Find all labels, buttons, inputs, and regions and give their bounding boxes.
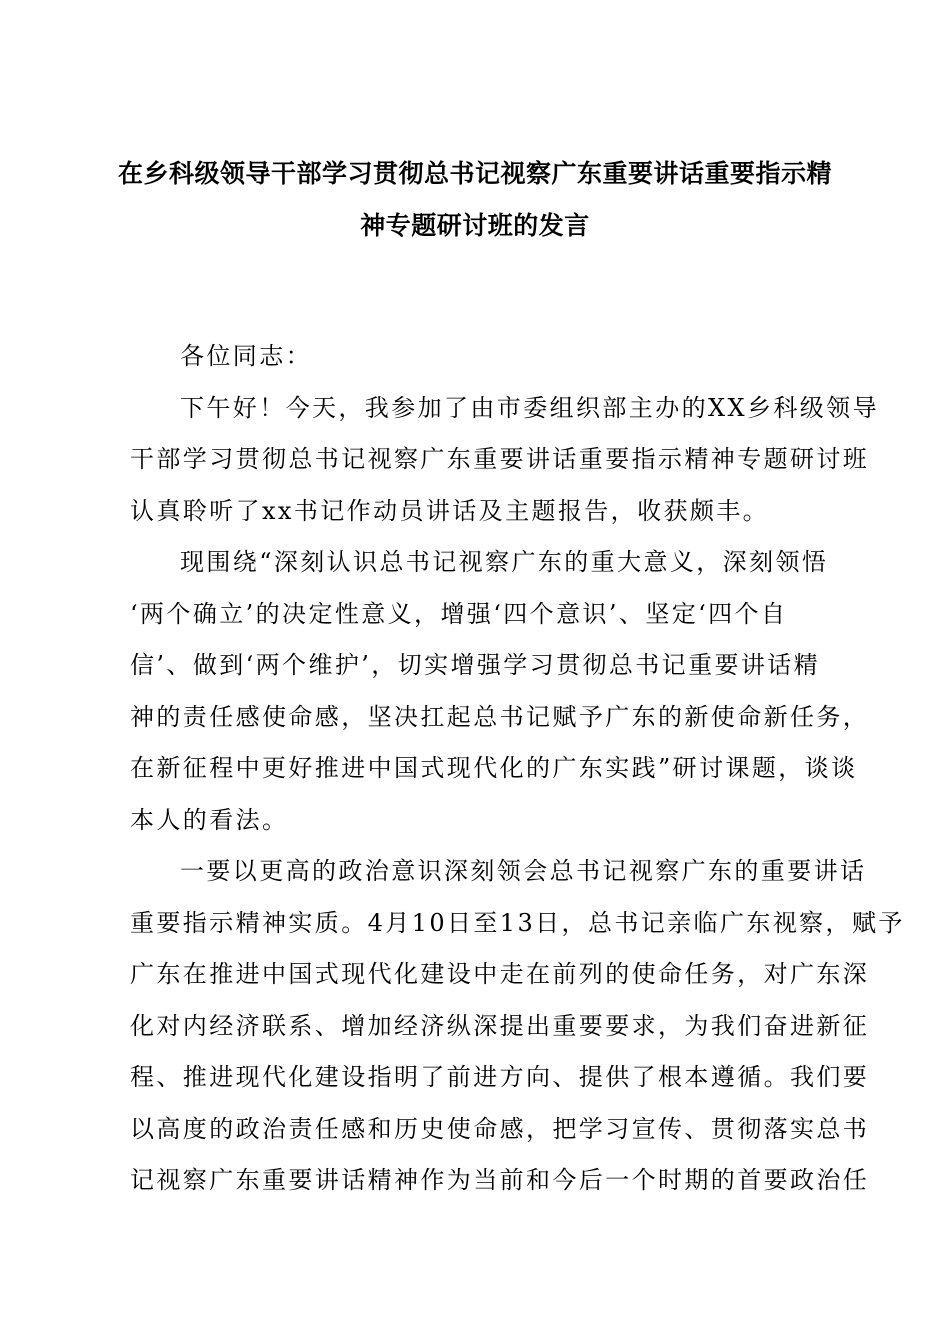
paragraph-3-line-3: 广东在推进中国式现代化建设中走在前列的使命任务，对广东深 xyxy=(130,960,870,988)
document-title xyxy=(110,148,840,252)
paragraph-1-line-3: 认真聆听了xx书记作动员讲话及主题报告，收获颇丰。 xyxy=(130,496,770,525)
paragraph-2-line-6: 本人的看法。 xyxy=(130,805,289,834)
title-line-1: 在乡科级领导干部学习贯彻总书记视察广东重要讲话重要指示精 xyxy=(117,159,832,188)
title-line-2: 神专题研讨班的发言 xyxy=(360,211,590,240)
paragraph-1-line-1: 下午好！今天，我参加了由市委组织部主办的XX乡科级领导 xyxy=(180,393,879,422)
paragraph-3-line-2: 重要指示精神实质。4月10日至13日，总书记亲临广东视察，赋予 xyxy=(130,908,905,937)
paragraph-2-line-3: 信’、做到‘两个维护’，切实增强学习贯彻总书记重要讲话精 xyxy=(130,651,821,679)
paragraph-3-line-6: 以高度的政治责任感和历史使命感，把学习宣传、贯彻落实总书 xyxy=(130,1114,870,1143)
paragraph-3-line-1: 一要以更高的政治意识深刻领会总书记视察广东的重要讲话 xyxy=(180,857,867,885)
paragraph-3-line-7: 记视察广东重要讲话精神作为当前和今后一个时期的首要政治任 xyxy=(130,1166,870,1194)
document-body xyxy=(130,331,905,1207)
paragraph-2-line-2: ‘两个确立’的决定性意义，增强‘四个意识’、坚定‘四个自 xyxy=(130,599,788,628)
paragraph-2-line-5: 在新征程中更好推进中国式现代化的广东实践”研讨课题，谈谈 xyxy=(130,754,858,782)
paragraph-2-line-1: 现围绕“深刻认识总书记视察广东的重大意义，深刻领悟 xyxy=(180,548,829,576)
paragraph-1-line-2: 干部学习贯彻总书记视察广东重要讲话重要指示精神专题研讨班 xyxy=(130,445,870,473)
paragraph-2-line-4: 神的责任感使命感，坚决扛起总书记赋予广东的新使命新任务， xyxy=(130,702,870,731)
paragraph-3-line-5: 程、推进现代化建设指明了前进方向、提供了根本遵循。我们要 xyxy=(130,1063,870,1091)
paragraph-3-line-4: 化对内经济联系、增加经济纵深提出重要要求，为我们奋进新征 xyxy=(130,1011,870,1040)
salutation: 各位同志： xyxy=(180,342,312,370)
